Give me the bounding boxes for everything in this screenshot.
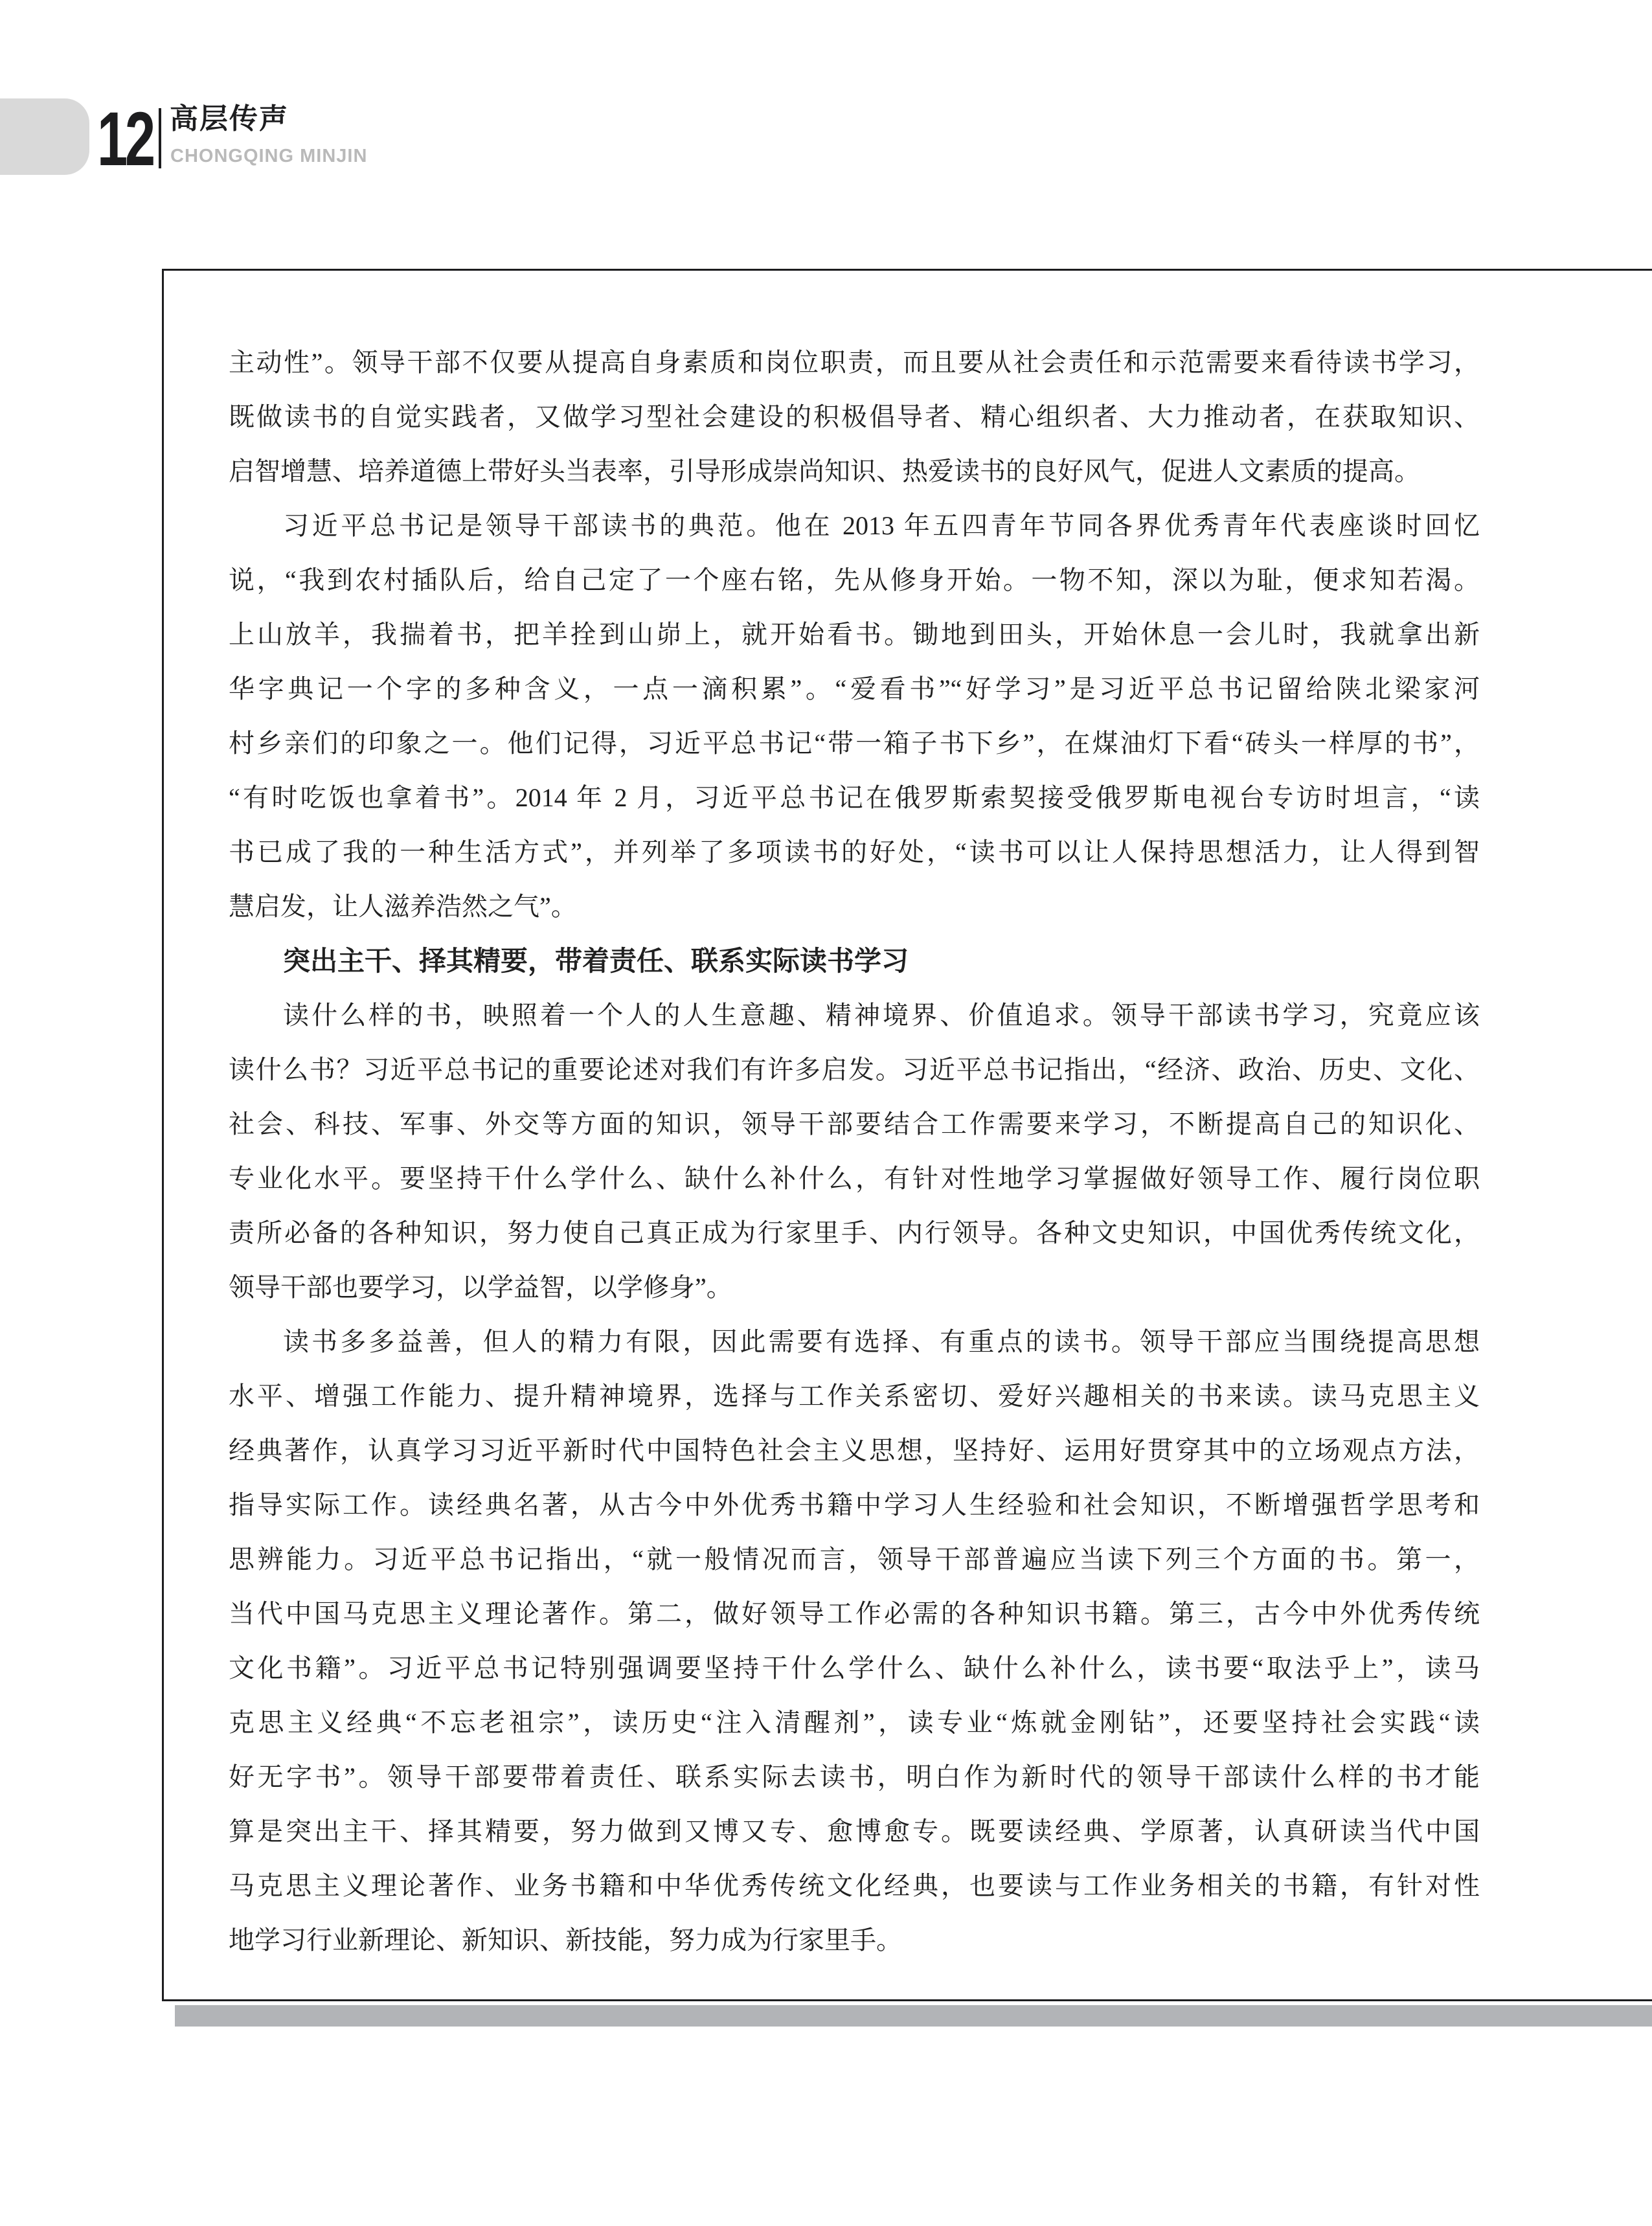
article-text-line: 说，“我到农村插队后，给自己定了一个座右铭，先从修身开始。一物不知，深以为耻，便求知若渴。 xyxy=(229,565,1480,595)
article-text-line: 读什么样的书，映照着一个人的人生意趣、精神境界、价值追求。领导干部读书学习，究竟应该 xyxy=(283,1001,1480,1030)
article-text-line: 指导实际工作。读经典名著，从古今中外优秀书籍中学习人生经验和社会知识，不断增强哲学思考和 xyxy=(229,1490,1480,1519)
article-text-line: 启智增慧、培养道德上带好头当表率，引导形成崇尚知识、热爱读书的良好风气，促进人文素质的提高。 xyxy=(229,457,1420,486)
article-text-line: 算是突出主干、择其精要，努力做到又博又专、愈博愈专。既要读经典、学原著，认真研读当代中国 xyxy=(229,1817,1480,1846)
article-border-box xyxy=(162,269,1652,2001)
article-text-line: 主动性”。领导干部不仅要从提高自身素质和岗位职责，而且要从社会责任和示范需要来看待读书学习， xyxy=(229,348,1480,377)
article-text-line: 好无字书”。领导干部要带着责任、联系实际去读书，明白作为新时代的领导干部读什么样的书才能 xyxy=(229,1762,1480,1791)
article-text-line: 责所必备的各种知识，努力使自己真正成为行家里手、内行领导。各种文史知识，中国优秀传统文化， xyxy=(229,1218,1480,1247)
article-subheading: 突出主干、择其精要，带着责任、联系实际读书学习 xyxy=(283,946,909,976)
page-number: 12 xyxy=(97,97,153,182)
article-text-line: 慧启发，让人滋养浩然之气”。 xyxy=(229,892,577,921)
article-text-line: 社会、科技、军事、外交等方面的知识，领导干部要结合工作需要来学习，不断提高自己的知识化、 xyxy=(229,1109,1480,1139)
publication-subtitle: CHONGQING MINJIN xyxy=(170,146,368,166)
box-shadow-bar xyxy=(175,2005,1652,2027)
article-text-line: 当代中国马克思主义理论著作。第二，做好领导工作必需的各种知识书籍。第三，古今中外优秀传统 xyxy=(229,1599,1480,1628)
article-text-line: 读书多多益善，但人的精力有限，因此需要有选择、有重点的读书。领导干部应当围绕提高思想 xyxy=(283,1327,1480,1356)
article-text-line: 领导干部也要学习，以学益智，以学修身”。 xyxy=(229,1273,732,1302)
article-text-line: 上山放羊，我揣着书，把羊拴到山峁上，就开始看书。锄地到田头，开始休息一会儿时，我就拿出新 xyxy=(229,620,1480,649)
article-text-line: 文化书籍”。习近平总书记特别强调要坚持干什么学什么、缺什么补什么，读书要“取法乎上”，读马 xyxy=(229,1653,1480,1683)
article-text-line: 水平、增强工作能力、提升精神境界，选择与工作关系密切、爱好兴趣相关的书来读。读马克思主义 xyxy=(229,1381,1480,1411)
article-text-line: 地学习行业新理论、新知识、新技能，努力成为行家里手。 xyxy=(229,1925,902,1955)
article-text-line: 读什么书？习近平总书记的重要论述对我们有许多启发。习近平总书记指出，“经济、政治、历史、文化、 xyxy=(229,1055,1480,1084)
section-title: 高层传声 xyxy=(170,103,289,135)
article-text-line: “有时吃饭也拿着书”。2014 年 2 月，习近平总书记在俄罗斯索契接受俄罗斯电视台专访时坦言，“读 xyxy=(229,783,1480,812)
article-text-line: 习近平总书记是领导干部读书的典范。他在 2013 年五四青年节同各界优秀青年代表座谈时回忆 xyxy=(283,511,1480,540)
article-text-line: 克思主义经典“不忘老祖宗”，读历史“注入清醒剂”，读专业“炼就金刚钻”，还要坚持社会实践“读 xyxy=(229,1708,1480,1737)
article-text-line: 书已成了我的一种生活方式”，并列举了多项读书的好处，“读书可以让人保持思想活力，让人得到智 xyxy=(229,837,1480,867)
article-text-line: 专业化水平。要坚持干什么学什么、缺什么补什么，有针对性地学习掌握做好领导工作、履行岗位职 xyxy=(229,1164,1480,1193)
header-divider-line xyxy=(159,108,161,168)
header-corner-tab xyxy=(0,98,89,175)
article-text-block xyxy=(229,335,1480,1968)
article-text-line: 华字典记一个字的多种含义，一点一滴积累”。“爱看书”“好学习”是习近平总书记留给陕北梁家河 xyxy=(229,674,1480,703)
article-text-line: 村乡亲们的印象之一。他们记得，习近平总书记“带一箱子书下乡”，在煤油灯下看“砖头一样厚的书”， xyxy=(229,729,1480,758)
article-text-line: 经典著作，认真学习习近平新时代中国特色社会主义思想，坚持好、运用好贯穿其中的立场观点方法， xyxy=(229,1436,1480,1465)
article-text-line: 马克思主义理论著作、业务书籍和中华优秀传统文化经典，也要读与工作业务相关的书籍，有针对性 xyxy=(229,1871,1480,1900)
article-text-line: 思辨能力。习近平总书记指出，“就一般情况而言，领导干部普遍应当读下列三个方面的书。第一， xyxy=(229,1545,1480,1574)
article-text-line: 既做读书的自觉实践者，又做学习型社会建设的积极倡导者、精心组织者、大力推动者，在获取知识、 xyxy=(229,402,1480,431)
